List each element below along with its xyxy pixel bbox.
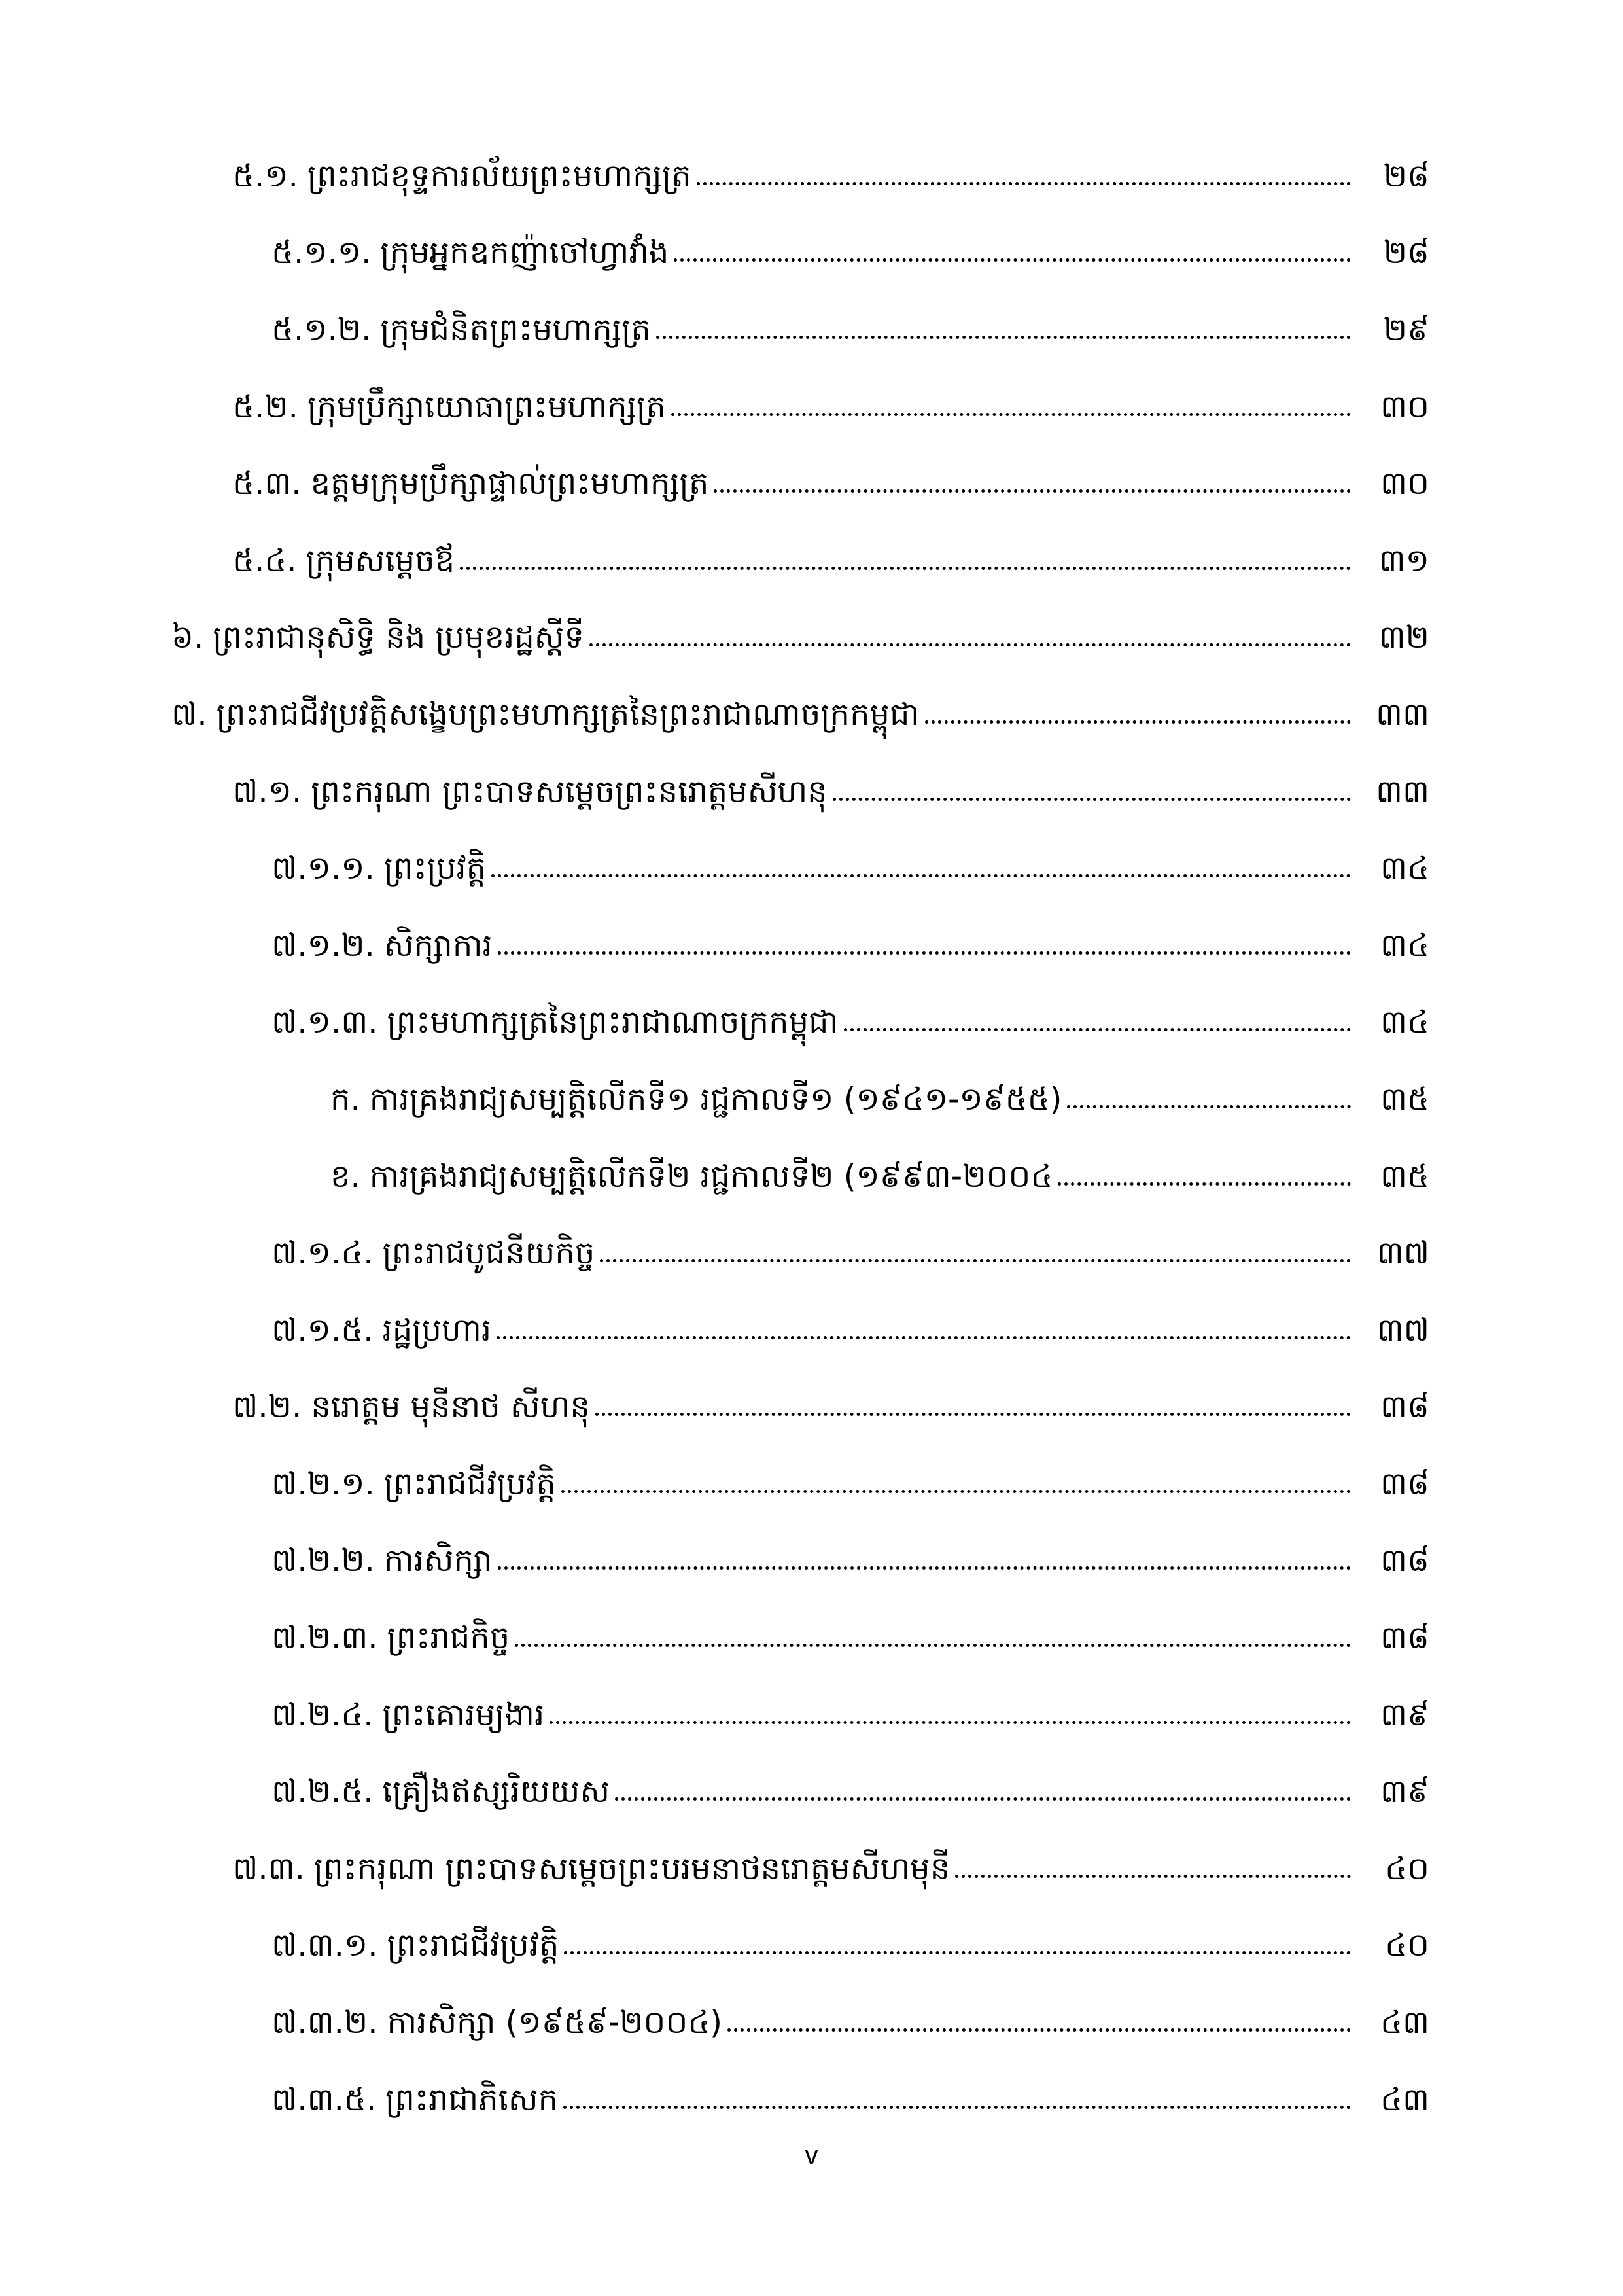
toc-entry-page: ៣៨ [1380,1542,1429,1580]
toc-entry-main [232,388,1357,425]
toc-entry-main [232,465,1357,503]
toc-entry-page: ៣៧ [1376,1311,1429,1349]
toc-entry-title: ព្រះករុណា ព្រះបាទសម្តេចព្រះបរមនាថនរោត្តមសីហមុនី [313,1850,951,1887]
toc-entry-main [330,1157,1357,1195]
dot-leader [656,336,1351,339]
dot-leader [844,1028,1351,1031]
toc-entry-main [171,619,1357,656]
toc-entry-title: ក្រុមប្រឹក្សាយោធាព្រះមហាក្សត្រ [307,388,666,425]
dot-leader [671,413,1351,416]
toc-entry-number: ៧.៣.២. [271,2004,378,2041]
toc-entry-title: ការសិក្សា (១៩៥៩-២០០៤) [387,2004,723,2041]
toc-entry-number: ៧.២.១. [271,1465,375,1502]
toc-entry-title: ព្រះមហាក្សត្រនៃព្រះរាជាណាចក្រកម្ពុជា [387,1004,839,1041]
dot-leader [697,182,1351,185]
dot-leader [727,2028,1351,2032]
toc-entry-page: ៣៨ [1380,1465,1429,1502]
toc-entry-page: ៤៣ [1380,2081,1429,2118]
toc-entry-main [171,696,1357,733]
dot-leader [595,1413,1351,1416]
toc-entry-number: ៦. [171,619,204,656]
toc-entry-page: ៣៤ [1380,1004,1429,1041]
toc-entry-page: ៣០ [1380,465,1429,503]
toc-entry-main [271,234,1357,272]
toc-entry[interactable] [0,1907,1623,1985]
toc-entry-title: ព្រះករុណា ព្រះបាទសម្តេចព្រះនរោត្តមសីហនុ [311,773,828,810]
toc-entry-title: ព្រះប្រវត្តិ [383,850,487,887]
toc-entry-title: រដ្ឋប្រហារ [382,1311,492,1349]
toc-entry-main [271,1773,1357,1810]
toc-entry-number: ៧.១.៤. [271,1235,374,1272]
dot-leader [674,258,1351,262]
toc-entry-main [271,927,1357,964]
toc-entry-title: ព្រះរាជជីវប្រវត្តិសង្ខេបព្រះមហាក្សត្រនៃព្រះរាជាណាចក្រកម្ពុជា [216,696,920,733]
toc-entry-page: ៣៣ [1375,696,1429,733]
toc-entry-main [271,850,1357,887]
toc-entry-page: ៣៣ [1375,773,1429,810]
toc-entry-number: ៧.៣. [232,1850,305,1887]
toc-entry-title: ព្រះរាជខុទ្ទការល័យព្រះមហាក្សត្រ [307,157,691,194]
toc-entry-number: ៥.៤. [232,542,297,579]
toc-entry[interactable] [0,368,1623,446]
toc-entry-main [232,157,1357,194]
toc-entry-title: គ្រឿងឥស្សរិយយស [382,1773,610,1810]
toc-entry-page: ៣៥ [1380,1080,1429,1118]
toc-entry[interactable] [0,1984,1623,2061]
toc-entry[interactable] [0,1445,1623,1523]
dot-leader [600,1259,1351,1262]
toc-entry[interactable] [0,984,1623,1061]
toc-entry-number: ខ. [330,1157,360,1195]
toc-entry-number: ៧.១.១. [271,850,375,887]
toc-entry-title: ព្រះគោរម្យងារ [382,1696,545,1733]
toc-entry[interactable] [0,830,1623,907]
toc-entry-title: ព្រះរាជបូជនីយកិច្ច [382,1235,595,1272]
toc-entry-page: ៤០ [1385,1850,1429,1887]
toc-entry-main [232,773,1357,810]
toc-entry-page: ៤០ [1385,1927,1429,1964]
dot-leader [955,1875,1351,1878]
toc-entry-number: ៧.១.៣. [271,1004,378,1041]
toc-entry-main [271,1619,1357,1657]
dot-leader [550,1721,1351,1724]
toc-entry-page: ២៨ [1383,157,1429,194]
dot-leader [589,643,1351,646]
toc-entry-main [271,1465,1357,1502]
toc-entry-page: ២៩ [1383,311,1429,348]
toc-entry-main [271,2081,1357,2118]
dot-leader [1058,1182,1351,1186]
toc-entry[interactable] [0,1369,1623,1446]
dot-leader [561,1490,1351,1493]
toc-entry-number: ៥.១. [232,157,298,194]
toc-entry-title: នរោត្តម មុនីនាថ សីហនុ [311,1388,590,1426]
toc-entry-number: ៧.២. [232,1388,302,1426]
toc-entry-page: ៣៩ [1380,1773,1429,1810]
dot-leader [498,1566,1351,1570]
toc-entry-number: ៧.៣.១. [271,1927,378,1964]
toc-entry-page: ៣៧ [1376,1235,1429,1272]
toc-entry[interactable] [0,1599,1623,1676]
toc-entry-page: ៣៤ [1380,850,1429,887]
toc-entry-page: ៣០ [1380,388,1429,425]
toc-entry[interactable] [0,907,1623,984]
toc-entry-main [271,1542,1357,1580]
dot-leader [1067,1105,1351,1108]
toc-entry-main [271,1004,1357,1041]
toc-entry-title: ក្រុមសម្តេចឪ [305,542,455,579]
toc-entry-title: សិក្សាការ [383,927,493,964]
toc-entry[interactable] [0,1138,1623,1215]
toc-entry-number: ៥.២. [232,388,298,425]
toc-entry-page: ២៨ [1383,234,1429,272]
toc-entry-number: ៥.៣. [232,465,302,503]
toc-entry-main [271,1927,1357,1964]
toc-entry-page: ៣១ [1378,542,1429,579]
toc-entry-number: ៧.១. [232,773,302,810]
toc-entry-number: ៧. [171,696,207,733]
toc-entry-title: ការគ្រងរាជ្យសម្បត្តិលើកទី២ រជ្ជកាលទី២ (១៩៩៣-២០០៤ [369,1157,1053,1195]
toc-entry-page: ៣៨ [1380,1388,1429,1426]
dot-leader [833,798,1351,801]
toc-entry-number: ៧.៣.៥. [271,2081,377,2118]
toc-entry-number: ៧.២.៤. [271,1696,374,1733]
toc-entry-title: ការសិក្សា [383,1542,493,1580]
toc-entry-number: ៧.២.២. [271,1542,375,1580]
toc-entry-number: ៧.១.៥. [271,1311,374,1349]
toc-entry-number: ៧.២.៥. [271,1773,374,1810]
toc-entry-number: ៧.១.២. [271,927,375,964]
toc-entry-main [232,542,1357,579]
toc-entry[interactable] [0,2061,1623,2138]
toc-entry[interactable] [0,1292,1623,1369]
dot-leader [563,2106,1351,2109]
dot-leader [515,1644,1351,1647]
toc-entry-main [232,1850,1357,1887]
toc-entry[interactable] [0,1676,1623,1754]
dot-leader [498,951,1351,955]
dot-leader [497,1336,1351,1339]
toc-entry-page: ៤៣ [1380,2004,1429,2041]
toc-entry-main [271,2004,1357,2041]
toc-entry[interactable] [0,753,1623,830]
dot-leader [491,874,1351,877]
toc-entry[interactable] [0,137,1623,215]
toc-entry-title: ក្រុមអ្នកឧកញ៉ាចៅហ្វាវាំង [380,234,669,272]
toc-entry-page: ៣៩ [1380,1696,1429,1733]
toc-entry-page: ៣៨ [1380,1619,1429,1657]
toc-entry[interactable] [0,676,1623,753]
toc-entry-page: ៣២ [1378,619,1429,656]
toc-entry-main [271,1696,1357,1733]
table-of-contents [0,137,1623,2138]
dot-leader [925,720,1351,724]
toc-entry-page: ៣៥ [1380,1157,1429,1195]
dot-leader [460,567,1351,570]
toc-entry[interactable] [0,599,1623,677]
toc-entry[interactable] [0,522,1623,599]
toc-entry-title: ព្រះរាជានុសិទ្ធិ និង ប្រមុខរដ្ឋស្តីទី [213,619,584,656]
toc-entry[interactable] [0,1523,1623,1600]
toc-entry-title: ព្រះរាជកិច្ច [387,1619,510,1657]
toc-entry-number: ៧.២.៣. [271,1619,378,1657]
dot-leader [714,489,1351,493]
toc-entry-main [232,1388,1357,1426]
toc-entry-number: ៥.១.១. [271,234,372,272]
toc-entry-page: ៣៤ [1380,927,1429,964]
toc-entry[interactable] [0,1830,1623,1907]
toc-entry-main [330,1080,1357,1118]
toc-entry-main [271,311,1357,348]
toc-entry[interactable] [0,445,1623,522]
toc-entry-title: ក្រុមជំនិតព្រះមហាក្សត្រ [380,311,651,348]
toc-entry-title: ព្រះរាជាភិសេក [385,2081,559,2118]
toc-entry[interactable] [0,1214,1623,1292]
page-number: v [805,2141,818,2170]
dot-leader [564,1951,1351,1954]
toc-entry[interactable] [0,215,1623,292]
toc-entry[interactable] [0,1061,1623,1138]
toc-entry-number: ៥.១.២. [271,311,372,348]
toc-entry[interactable] [0,291,1623,368]
dot-leader [615,1797,1351,1801]
toc-entry-title: ព្រះរាជជីវប្រវត្តិ [387,1927,559,1964]
toc-entry-number: ក. [330,1080,360,1118]
toc-entry-title: ឧត្តមក្រុមប្រឹក្សាផ្ទាល់ព្រះមហាក្សត្រ [310,465,709,503]
toc-entry[interactable] [0,1753,1623,1830]
toc-entry-main [271,1311,1357,1349]
toc-entry-title: ការគ្រងរាជ្យសម្បត្តិលើកទី១ រជ្ជកាលទី១ (១៩៤១-១៩៥៥) [369,1080,1062,1118]
toc-entry-main [271,1235,1357,1272]
toc-entry-title: ព្រះរាជជីវប្រវត្តិ [383,1465,556,1502]
